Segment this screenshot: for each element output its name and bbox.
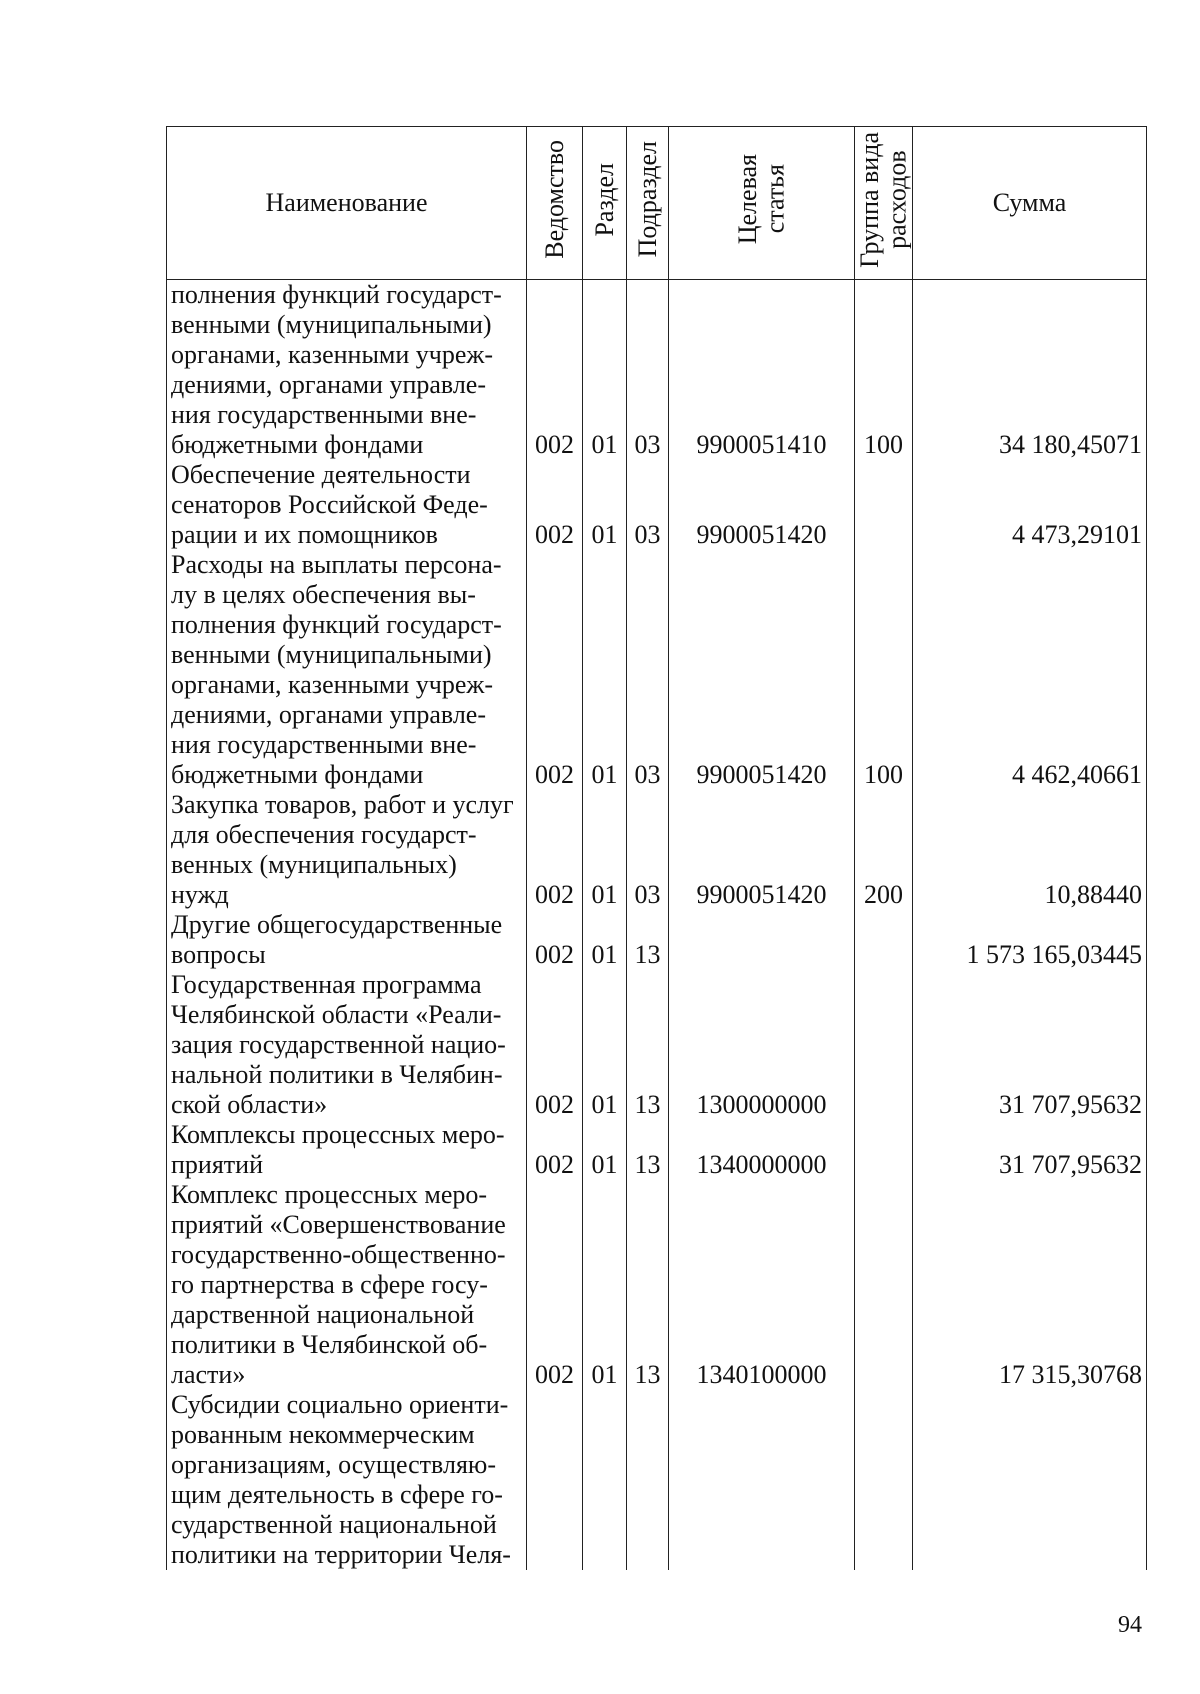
cell-section: 01 [583,550,627,790]
cell-department: 002 [527,1120,583,1180]
cell-expense-group: 100 [855,550,913,790]
table-row [167,550,1147,790]
cell-target-item: 9900051420 [669,460,855,550]
cell-section: 01 [583,790,627,910]
table-row [167,790,1147,910]
cell-expense-group [855,460,913,550]
cell-section: 01 [583,970,627,1120]
cell-expense-group [855,1120,913,1180]
table-body [167,280,1147,1571]
cell-department: 002 [527,550,583,790]
cell-target-item: 1340000000 [669,1120,855,1180]
cell-name: полнения функций государст- венными (муниципальными) органами, казенными учреж- дениями, органами управле- ния государственными вне- бюджетными фондами [167,280,527,461]
cell-subsection: 03 [627,280,669,461]
cell-expense-group [855,1390,913,1570]
budget-table [166,126,1147,1570]
cell-expense-group [855,970,913,1120]
cell-name: Закупка товаров, работ и услуг для обеспечения государст- венных (муниципальных) нужд [167,790,527,910]
cell-section: 01 [583,1180,627,1390]
header-section: Раздел [583,127,627,280]
cell-section: 01 [583,910,627,970]
cell-section: 01 [583,1120,627,1180]
cell-amount: 31 707,95632 [913,1120,1147,1180]
cell-target-item: 1300000000 [669,970,855,1120]
cell-target-item: 1340100000 [669,1180,855,1390]
cell-subsection: 03 [627,790,669,910]
cell-name: Другие общегосударственные вопросы [167,910,527,970]
cell-amount: 10,88440 [913,790,1147,910]
cell-department: 002 [527,910,583,970]
cell-section: 01 [583,280,627,461]
cell-target-item [669,1390,855,1570]
cell-department [527,1390,583,1570]
cell-target-item: 9900051420 [669,550,855,790]
cell-subsection: 13 [627,970,669,1120]
header-expense-group: Группа вида расходов [855,127,913,280]
cell-name: Субсидии социально ориенти- рованным некоммерческим организациям, осуществляю- щим деятельность в сфере го- сударственной национальной политики на территории Челя- [167,1390,527,1570]
cell-department: 002 [527,460,583,550]
table-row [167,1120,1147,1180]
cell-department: 002 [527,1180,583,1390]
cell-amount: 17 315,30768 [913,1180,1147,1390]
cell-subsection: 13 [627,1120,669,1180]
cell-amount: 31 707,95632 [913,970,1147,1120]
cell-expense-group: 100 [855,280,913,461]
cell-department: 002 [527,280,583,461]
cell-expense-group: 200 [855,790,913,910]
cell-name: Государственная программа Челябинской области «Реали- зация государственной нацио- нальной политики в Челябин- ской области» [167,970,527,1120]
header-department: Ведомство [527,127,583,280]
table-row [167,1390,1147,1570]
page-number: 94 [1118,1612,1142,1638]
cell-target-item: 9900051420 [669,790,855,910]
cell-subsection: 03 [627,460,669,550]
cell-department: 002 [527,970,583,1120]
cell-section [583,1390,627,1570]
cell-amount: 4 473,29101 [913,460,1147,550]
cell-target-item [669,910,855,970]
cell-expense-group [855,910,913,970]
cell-amount [913,1390,1147,1570]
cell-subsection: 03 [627,550,669,790]
table-row [167,1180,1147,1390]
cell-name: Обеспечение деятельности сенаторов Российской Феде- рации и их помощников [167,460,527,550]
header-amount: Сумма [913,127,1147,280]
table-row [167,970,1147,1120]
cell-amount: 34 180,45071 [913,280,1147,461]
table-row [167,910,1147,970]
table-row [167,460,1147,550]
cell-expense-group [855,1180,913,1390]
header-target-item: Целевая статья [669,127,855,280]
cell-name: Комплексы процессных меро- приятий [167,1120,527,1180]
cell-name: Расходы на выплаты персона- лу в целях обеспечения вы- полнения функций государст- венными (муниципальными) органами, казенными учреж- дениями, органами управле- ния государственными вне- бюджетными фондами [167,550,527,790]
cell-subsection: 13 [627,910,669,970]
header-name: Наименование [167,127,527,280]
cell-amount: 1 573 165,03445 [913,910,1147,970]
cell-name: Комплекс процессных меро- приятий «Совершенствование государственно-общественно- го партнерства в сфере госу- дарственной национальной политики в Челябинской об- ласти» [167,1180,527,1390]
cell-target-item: 9900051410 [669,280,855,461]
cell-amount: 4 462,40661 [913,550,1147,790]
cell-department: 002 [527,790,583,910]
cell-subsection: 13 [627,1180,669,1390]
header-subsection: Подраздел [627,127,669,280]
cell-subsection [627,1390,669,1570]
cell-section: 01 [583,460,627,550]
header-row [167,127,1147,280]
table-row [167,280,1147,461]
